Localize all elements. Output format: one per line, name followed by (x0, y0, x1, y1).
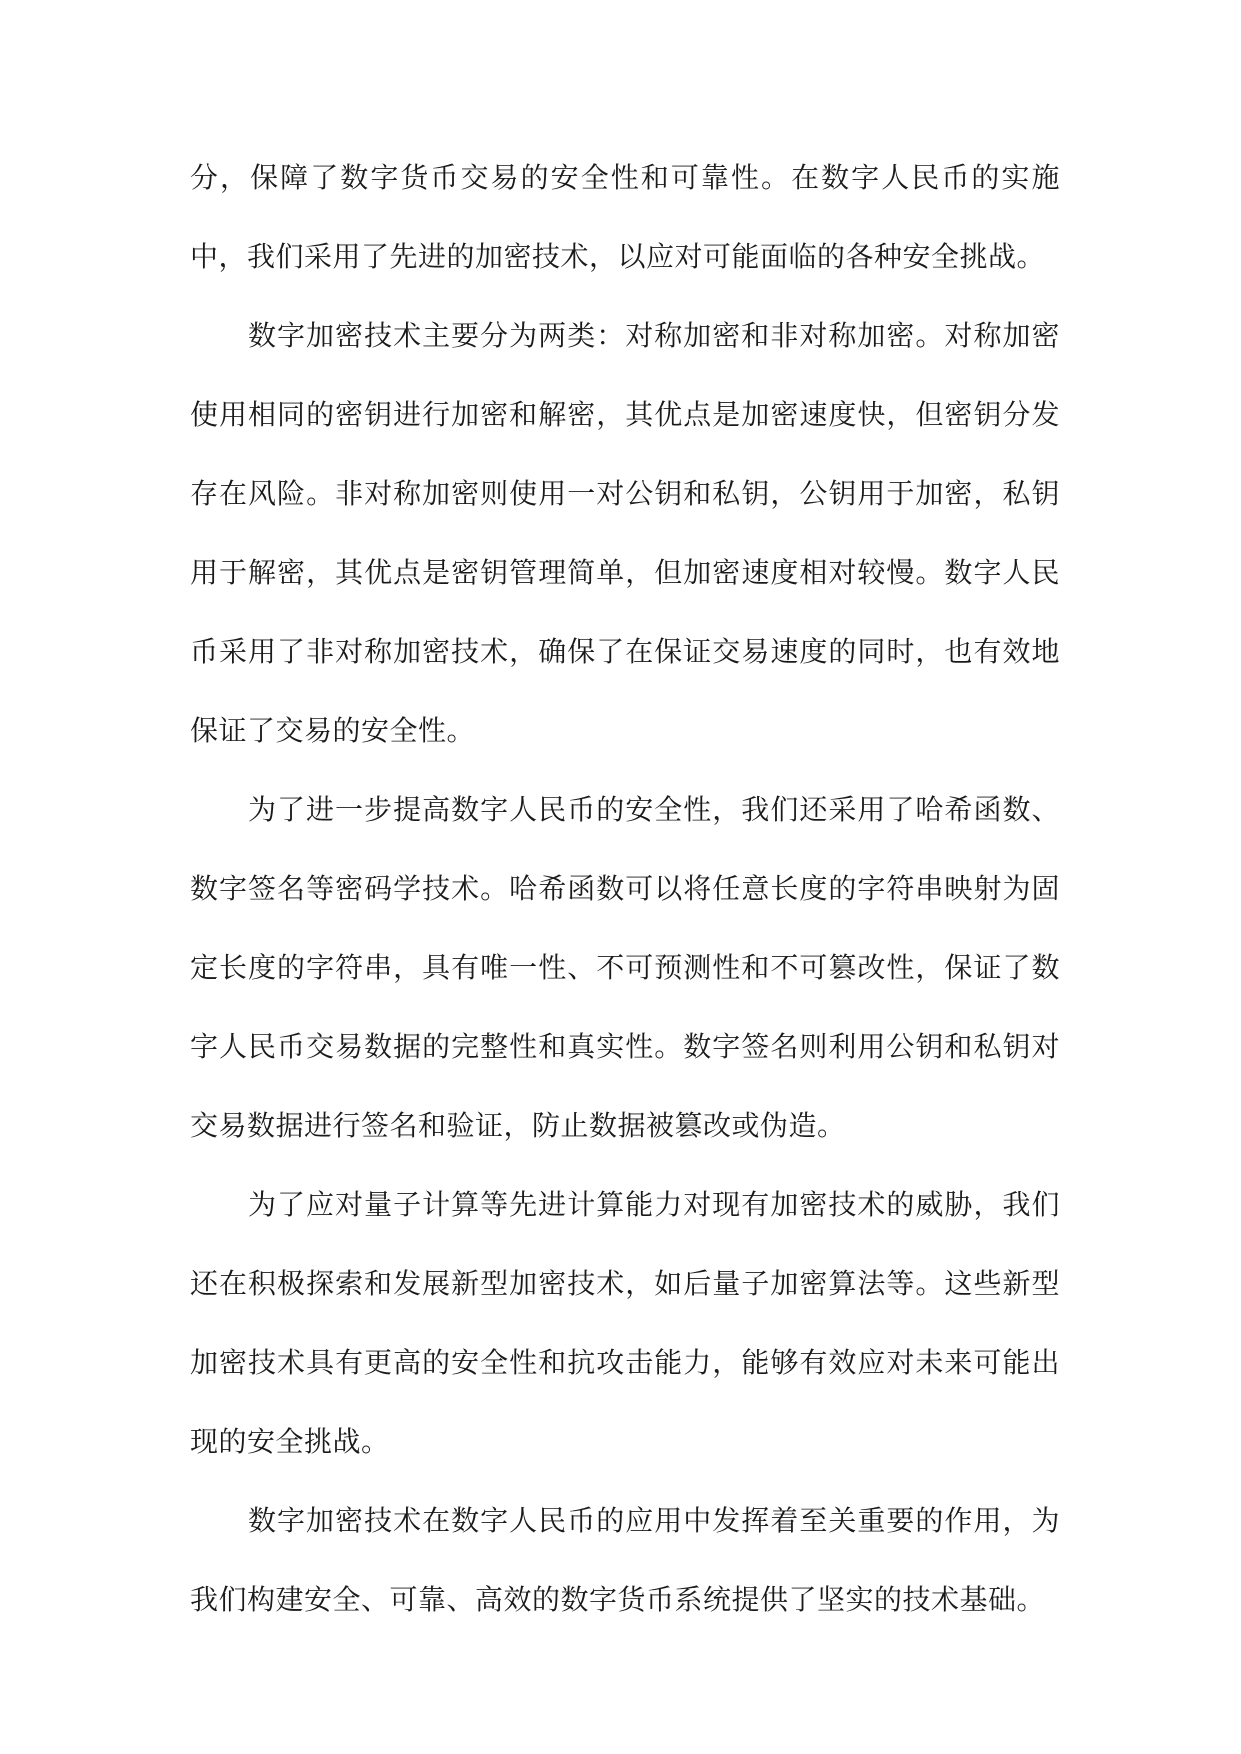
paragraph-continuation: 分，保障了数字货币交易的安全性和可靠性。在数字人民币的实施中，我们采用了先进的加密技术，以应对可能面临的各种安全挑战。 (190, 161, 1060, 273)
paragraph-encryption-types: 数字加密技术主要分为两类：对称加密和非对称加密。对称加密使用相同的密钥进行加密和解密，其优点是加密速度快，但密钥分发存在风险。非对称加密则使用一对公钥和私钥，公钥用于加密，私钥用于解密，其优点是密钥管理简单，但加密速度相对较慢。数字人民币采用了非对称加密技术，确保了在保证交易速度的同时，也有效地保证了交易的安全性。 (190, 319, 1060, 747)
paragraph-conclusion: 数字加密技术在数字人民币的应用中发挥着至关重要的作用，为我们构建安全、可靠、高效的数字货币系统提供了坚实的技术基础。 (190, 1504, 1060, 1616)
paragraph-post-quantum: 为了应对量子计算等先进计算能力对现有加密技术的威胁，我们还在积极探索和发展新型加密技术，如后量子加密算法等。这些新型加密技术具有更高的安全性和抗攻击能力，能够有效应对未来可能出现的安全挑战。 (190, 1188, 1060, 1458)
paragraph-hash-signature: 为了进一步提高数字人民币的安全性，我们还采用了哈希函数、数字签名等密码学技术。哈希函数可以将任意长度的字符串映射为固定长度的字符串，具有唯一性、不可预测性和不可篡改性，保证了数字人民币交易数据的完整性和真实性。数字签名则利用公钥和私钥对交易数据进行签名和验证，防止数据被篡改或伪造。 (190, 793, 1060, 1142)
body-text (190, 138, 1060, 1639)
